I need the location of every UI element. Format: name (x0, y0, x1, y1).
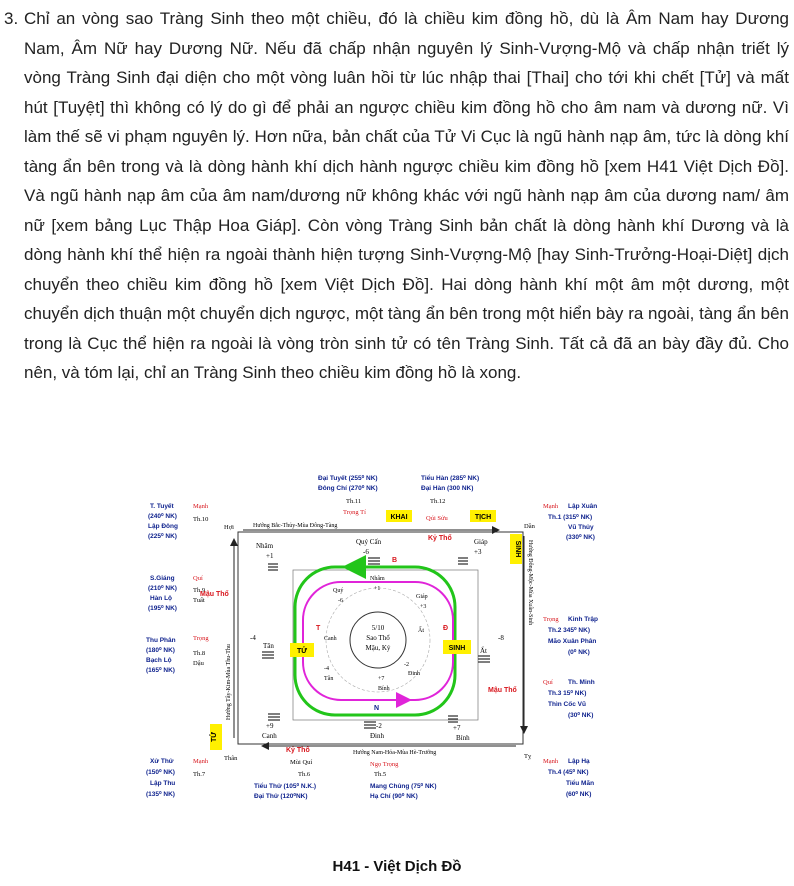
inner-nham-n: +1 (374, 586, 381, 592)
list-number: 3. (4, 9, 19, 28)
bl-1: (150⁰ NK) (146, 769, 175, 776)
th9: Th.9 (193, 587, 206, 594)
lap-thu: Lập Thu (150, 780, 176, 787)
inner-at: Ất (418, 628, 424, 634)
canh-n: +9 (266, 722, 274, 730)
tu-side-label: TỬ (211, 731, 218, 743)
ngo-trong: Ngọ Trọng (370, 761, 399, 768)
tl-5: (180⁰ NK) (146, 647, 175, 654)
bl-manh: Mạnh (193, 758, 209, 765)
n-label: N (374, 705, 380, 712)
giap-n: +3 (474, 548, 482, 556)
tuat: Tuất (193, 597, 205, 604)
tieu-man: Tiểu Mãn (566, 780, 595, 787)
br-1: Th.4 (45⁰ NK) (548, 769, 589, 776)
dinh-n: -2 (376, 722, 382, 730)
at: Ất (480, 647, 487, 655)
hoi: Hợi (224, 524, 234, 531)
d-label: Đ (443, 625, 449, 632)
top-labels (318, 474, 479, 492)
sinh-inner-label: SINH (448, 645, 466, 652)
bach-lo: Bạch Lộ (146, 657, 172, 664)
inner-dinh-n: -2 (404, 662, 409, 668)
t-label: T (316, 625, 321, 632)
th6: Th.6 (298, 771, 311, 778)
tr-2: Th.1 (315⁰ NK) (548, 514, 593, 521)
tr-1: Lập Xuân (568, 503, 598, 510)
tl-2: (240⁰ NK) (148, 513, 177, 520)
mui-qui: Mùi Quí (290, 759, 313, 766)
ml-2: (210⁰ NK) (148, 585, 177, 592)
bottom-label-a: Tiểu Thử (105⁰ N.K.) (254, 783, 317, 790)
tl-3: Lập Đông (148, 523, 178, 530)
qui-right: Quí (543, 679, 553, 686)
br-manh: Mạnh (543, 758, 559, 765)
inner-giap-n: +3 (420, 604, 427, 610)
canh: Canh (262, 732, 277, 740)
dan: Dần (524, 523, 535, 530)
ty: Tỵ (524, 753, 532, 760)
thu-phan: Thu Phân (146, 637, 176, 644)
center-star: Sao Thổ (366, 634, 390, 642)
top-label-a: Đại Tuyết (255⁰ NK) (318, 475, 378, 482)
inner-canh: Canh (324, 636, 337, 642)
th7: Th.7 (193, 771, 206, 778)
figure-caption: H41 - Việt Dịch Đồ (332, 858, 462, 875)
binh: Bính (456, 734, 470, 742)
xuan-phan: Mão Xuân Phân (548, 638, 597, 645)
inner-tan: Tân (324, 676, 334, 682)
top-path-label: Hướng Bắc-Thủy-Mùa Đông-Tàng (253, 523, 338, 529)
tr-trong: Trọng (543, 616, 559, 623)
tich-label: TỊCH (474, 514, 492, 521)
bottom-label-c: Mang Chủng (75⁰ NK) (370, 783, 437, 790)
tr-8: (30⁰ NK) (568, 712, 594, 719)
tr-3: Vũ Thủy (568, 524, 594, 531)
inner-quy-n: -6 (338, 598, 343, 604)
inner-binh-n: +7 (378, 676, 385, 682)
tl-1: T. Tuyết (150, 503, 174, 510)
inner-tan-n: -4 (324, 666, 329, 672)
top-label-c: Tiểu Hàn (285⁰ NK) (421, 475, 480, 482)
top-label-d: Đại Hàn (300 NK) (421, 485, 474, 492)
kinh-trap: Kinh Trập (568, 616, 598, 623)
tl-trong: Trọng (193, 635, 209, 642)
tr-5: Th.2 345⁰ NK) (548, 627, 590, 634)
inner-giap: Giáp (416, 594, 428, 600)
at-n: -8 (498, 634, 504, 642)
th12: Th.12 (430, 498, 446, 505)
left-path-label: Hướng Tây-Kim-Mùa Thu-Thu (226, 644, 232, 720)
ky-tho-bottom: Kỷ Thổ (286, 747, 310, 754)
bl-2: (135⁰ NK) (146, 791, 175, 798)
viet-dich-do-diagram (138, 470, 658, 810)
inner-nham: Nhâm (370, 576, 385, 582)
giap: Giáp (474, 538, 488, 546)
thanh-minh: Th. Minh (568, 679, 595, 686)
tr-7: Th.3 15⁰ NK) (548, 690, 587, 697)
dau: Dậu (193, 660, 204, 667)
br-2: (60⁰ NK) (566, 791, 592, 798)
dinh: Đinh (370, 732, 384, 740)
tr-4: (330⁰ NK) (566, 534, 595, 541)
lap-ha: Lập Hạ (568, 758, 590, 765)
tr-6: (0⁰ NK) (568, 649, 590, 656)
inner-binh: Bính (378, 686, 390, 692)
tr-manh: Mạnh (543, 503, 559, 510)
sinh-side-label: SINH (514, 540, 521, 558)
inner-dinh: Đinh (408, 671, 420, 677)
paragraph-text: Chỉ an vòng sao Tràng Sinh theo một chiều, đó là chiều kim đồng hồ, dù là Âm Nam hay Dương Nam, Âm Nữ hay Dương Nữ. Nếu đã chấp nhận nguyên lý Sinh-Vượng-Mộ và chấp nhận triết lý vòng Tràng Sinh đại diện cho một vòng luân hồi từ lúc nhập thai [Thai] cho tới khi chết [Tử] và mất hút [Tuyệt] thì không có lý do gì để phải an ngược chiều kim đồng hồ cho âm nam và dương nữ. Vì làm thế sẽ vi phạm nguyên lý. Hơn nữa, bản chất của Tử Vi Cục là ngũ hành nạp âm, tức là dòng khí tàng ẩn bên trong và là dòng hành khí dịch hành ngược chiều kim đồng hồ [xem H41 Việt Dịch Đồ]. Và ngũ hành nạp âm của âm nam/dương nữ không khác với ngũ hành nạp âm của dương nam/ âm nữ [xem bảng Lục Thập Hoa Giáp]. Còn vòng Tràng Sinh bản chất là dòng hành khí Dương và là dòng hành khí thể hiện ra ngoài thành hiện tượng Sinh-Vượng-Mộ [hay Sinh-Trưởng-Hoại-Diệt] dịch chuyển theo chiều kim đồng hồ [xem Việt Dịch Đồ]. Hai dòng hành khí một âm một dương, một chuyển dịch thuận một chuyển dịch ngược, một tàng ẩn bên trong một hiển bày ra ngoài, tàng ẩn bên trong là Cục thể hiện ra ngoài là vòng tròn sinh tử có tên Tràng Sinh. Tất cả đã an bày đầy đủ. Cho nên, và tóm lại, chỉ an Tràng Sinh theo chiều kim đồng hồ là xong. (24, 9, 789, 382)
top-label-b: Đông Chí (270⁰ NK) (318, 485, 378, 492)
ky-tho-top: Kỷ Thổ (428, 535, 452, 542)
tan-n: -4 (250, 634, 256, 642)
b-label: B (392, 557, 398, 564)
th11: Th.11 (346, 498, 362, 505)
khai-label: KHAI (390, 514, 408, 521)
right-path-label: Hướng Đông-Mộc-Mùa Xuân-Sinh (527, 540, 533, 626)
th10: Th.10 (193, 516, 209, 523)
ml-1: S.Giáng (150, 575, 175, 582)
quy-n: -6 (363, 548, 369, 556)
th5: Th.5 (374, 771, 387, 778)
nham-n: +1 (266, 552, 274, 560)
binh-n: +7 (453, 724, 461, 732)
tu-label: TỬ (296, 648, 308, 655)
diagram-svg (138, 470, 658, 810)
tl-6: (165⁰ NK) (146, 667, 175, 674)
manh-tl: Mạnh (193, 503, 209, 510)
than: Thân (224, 755, 238, 762)
qui-suu: Qúi Sửu (426, 515, 448, 522)
coc-vu: Thìn Cốc Vũ (548, 701, 586, 708)
qui-ml: Quí (193, 575, 203, 582)
quy-cau: Quý Cấn (356, 538, 382, 546)
ml-3: Hàn Lộ (150, 595, 173, 602)
trong-ti: Trọng Tí (343, 509, 366, 516)
xu-thu: Xử Thử (150, 758, 174, 765)
tl-4: (225⁰ NK) (148, 533, 177, 540)
ml-4: (195⁰ NK) (148, 605, 177, 612)
tan: Tân (263, 642, 274, 650)
bottom-label-b: Đại Thử (120⁰NK) (254, 793, 308, 800)
bottom-path-label: Hướng Nam-Hỏa-Mùa Hè-Trưởng (353, 750, 437, 756)
center-stems: Mậu, Kỷ (365, 644, 391, 652)
inner-quy: Quý (333, 588, 344, 594)
nham: Nhâm (256, 542, 274, 550)
center-number: 5/10 (371, 624, 385, 632)
mau-tho-left: Mậu Thổ (200, 591, 229, 598)
th8: Th.8 (193, 650, 206, 657)
mau-tho-right: Mậu Thổ (488, 687, 517, 694)
bottom-label-d: Hạ Chí (90⁰ NK) (370, 793, 418, 800)
